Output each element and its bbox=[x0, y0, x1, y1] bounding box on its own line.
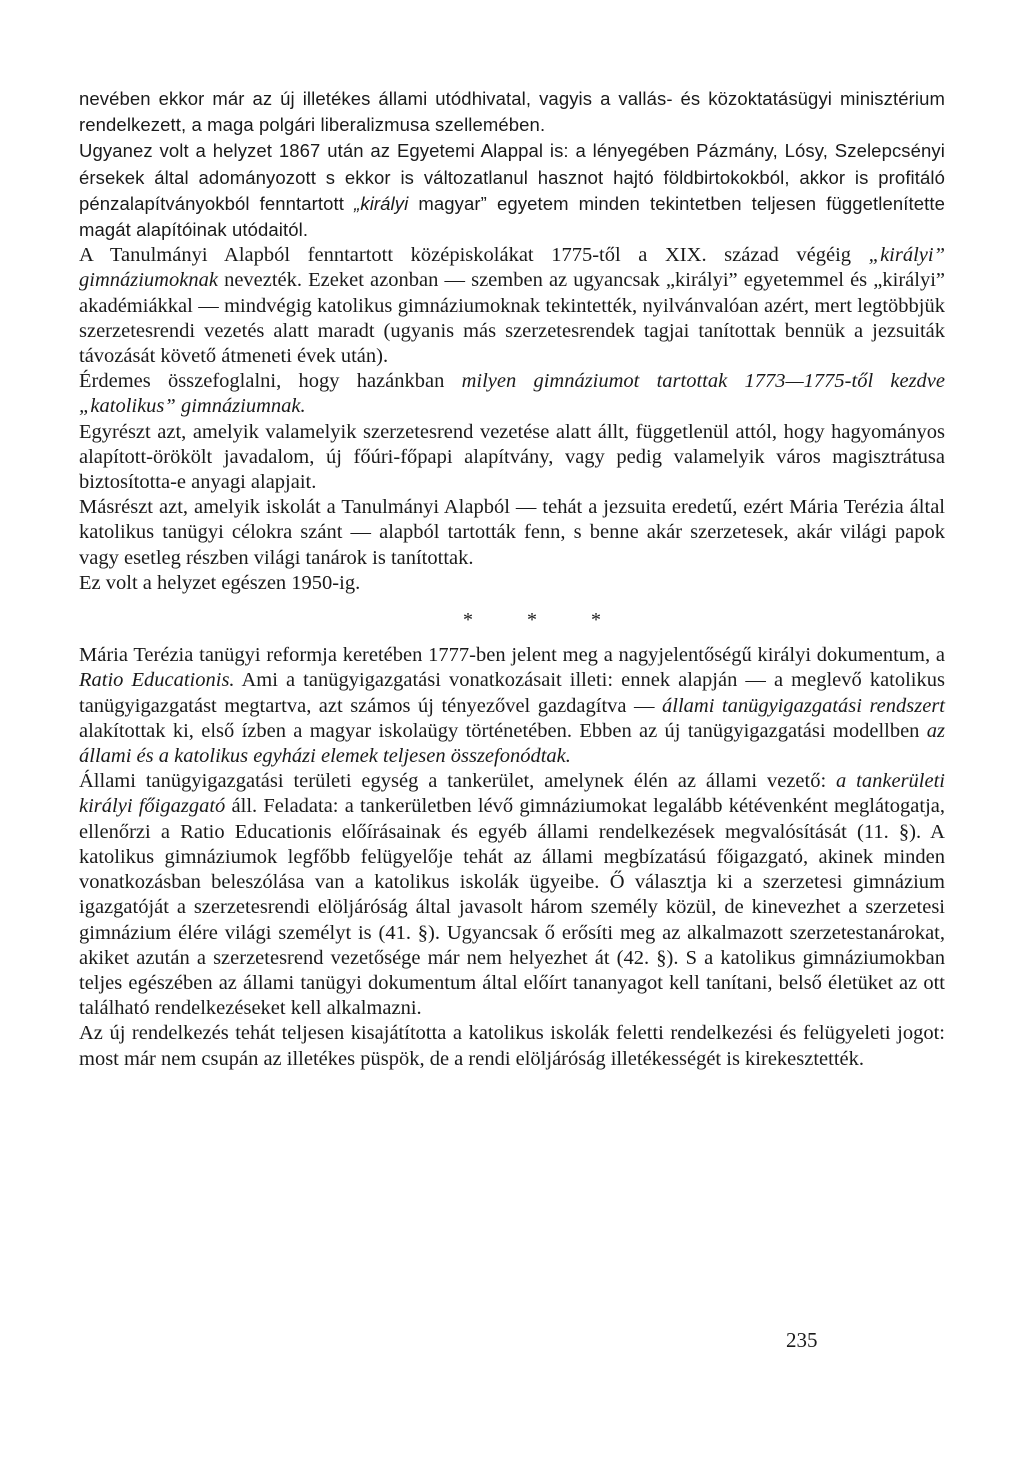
paragraph-italic-text: Ratio Educationis. bbox=[79, 669, 235, 692]
paragraph-text: Egyrészt azt, amelyik valamelyik szerzetesrend vezetése alatt állt, függetlenül attól, hogy hagyományos alapított-örökölt javadalom, új főúri-főpapi alapítvány, vagy pedig valamelyik város magisztrátusa biztosította-e anyagi alapjait. bbox=[79, 420, 945, 494]
paragraph-5 bbox=[79, 420, 945, 496]
paragraph-text: A Tanulmányi Alapból fenntartott középiskolákat 1775-től a XIX. század végéig bbox=[79, 244, 869, 267]
paragraph-text: Ugyanez volt a helyzet 1867 után az Egyetemi Alappal is: a lényegében Pázmány, Lósy, Szelepcsényi érsekek által adományozott s ekkor is változatlanul hasznot hajtó földbirtokokból, akkor is profitáló pénzalapítványokból fenntartott bbox=[79, 140, 945, 214]
paragraph-text: Másrészt azt, amelyik iskolát a Tanulmányi Alapból — tehát a jezsuita eredetű, ezért Mária Terézia által katolikus tanügyi célokra szánt — alapból tartották fenn, s benne akár szerzetesek, akár világi papok vagy esetleg részben világi tanárok is tanítottak. bbox=[79, 496, 945, 569]
paragraph-text: magyar” egyetem minden tekintetben teljesen függetlenítette magát alapítóinak utódaitól. bbox=[79, 192, 946, 241]
paragraph-text: nevében ekkor már az új illetékes állami utódhivatal, vagyis a vallás- és közoktatásügyi minisztérium rendelkezett, a maga polgári liberalizmusa szellemében. bbox=[79, 88, 945, 136]
separator-star: * bbox=[527, 609, 537, 632]
paragraph-text: Az új rendelkezés tehát teljesen kisajátította a katolikus iskolák feletti rendelkezési és felügyeleti jogot: most már nem csupán az illetékes püspök, de a rendi elöljáróság illetékességét is kirekesztették. bbox=[79, 1022, 945, 1070]
paragraph-7 bbox=[79, 571, 945, 596]
paragraph-1 bbox=[79, 86, 945, 138]
paragraph-text: nevezték. Ezeket azonban — szemben az ugyancsak „királyi” egyetemmel és „királyi” akadémiákkal — mindvégig katolikus gimnáziumoknak tekintették, nyilvánvalóan azért, mert legtöbbjük szerzetesrendi vezetés alatt maradt (ugyanis más szerzetesrendek tagjai tanítottak bennük a jezsuiták távozását követő átmeneti évek után). bbox=[79, 269, 945, 368]
paragraph-3 bbox=[79, 243, 945, 369]
paragraph-italic-text: a tankerületi királyi főigazgató bbox=[79, 770, 945, 818]
paragraph-text: Állami tanügyigazgatási területi egység a tankerület, amelynek élén az állami vezető: bbox=[79, 770, 837, 793]
page-body bbox=[79, 86, 945, 1072]
paragraph-italic-text: az állami és a katolikus egyházi elemek teljesen összefonódtak. bbox=[79, 719, 945, 768]
paragraph-text: Ami a tanügyigazgatási vonatkozásait illeti: ennek alapján — a meglevő katolikus tanügyigazgatást megtartva, azt számos új tényezővel gazdagítva — bbox=[79, 669, 945, 717]
paragraph-6 bbox=[79, 495, 945, 571]
paragraph-italic-text: „királyi” gimnáziumoknak bbox=[79, 244, 945, 292]
paragraph-italic-text: „királyi bbox=[354, 192, 409, 214]
paragraph-italic-text: állami tanügyigazgatási rendszert bbox=[662, 694, 945, 717]
page-number: 235 bbox=[786, 1328, 818, 1352]
paragraph-9 bbox=[79, 769, 945, 1021]
paragraph-text: Érdemes összefoglalni, hogy hazánkban bbox=[79, 370, 462, 393]
paragraph-text: alakítottak ki, első ízben a magyar iskolaügy történetében. Ebben az új tanügyigazgatási modellben bbox=[79, 719, 927, 742]
paragraph-italic-text: milyen gimnáziumot tartottak 1773—1775-től kezdve „katolikus” gimnáziumnak. bbox=[79, 370, 945, 418]
paragraph-4 bbox=[79, 369, 945, 419]
paragraph-text: Ez volt a helyzet egészen 1950-ig. bbox=[79, 571, 361, 594]
paragraph-text: áll. Feladata: a tankerületben lévő gimnáziumokat legalább kétévenként meglátogatja, ellenőrzi a Ratio Educationis előírásainak és egyéb állami rendelkezések megvalósítását (11. §). A katolikus gimnáziumok legfőbb felügyelője tehát az állami megbízatású főigazgató, akinek minden vonatkozásban beleszólása van a katolikus iskolák ügyeibe. Ő választja ki a szerzetesi gimnázium igazgatóját a szerzetesrendi elöljáróság által javasolt három személy közül, de kinevezhet a szerzetesi gimnázium élére világi személyt is (41. §). Ugyancsak ő erősíti meg az alkalmazott szerzetestanárokat, akiket azután a szerzetesrend vezetősége már nem helyezhet át (42. §). S a katolikus gimnáziumokban teljes egészében az állami tanügyi dokumentum által előírt tananyagot kell tanítani, belső életüket az ott található rendelkezéseket kell alkalmazni. bbox=[79, 795, 946, 1020]
paragraph-10 bbox=[79, 1021, 945, 1071]
paragraph-2 bbox=[79, 138, 945, 243]
section-separator bbox=[79, 608, 945, 633]
paragraph-8 bbox=[79, 643, 945, 769]
separator-star: * bbox=[591, 609, 601, 632]
paragraph-text: Mária Terézia tanügyi reformja keretében 1777-ben jelent meg a nagyjelentőségű királyi dokumentum, a bbox=[79, 644, 945, 667]
separator-star: * bbox=[463, 609, 473, 632]
